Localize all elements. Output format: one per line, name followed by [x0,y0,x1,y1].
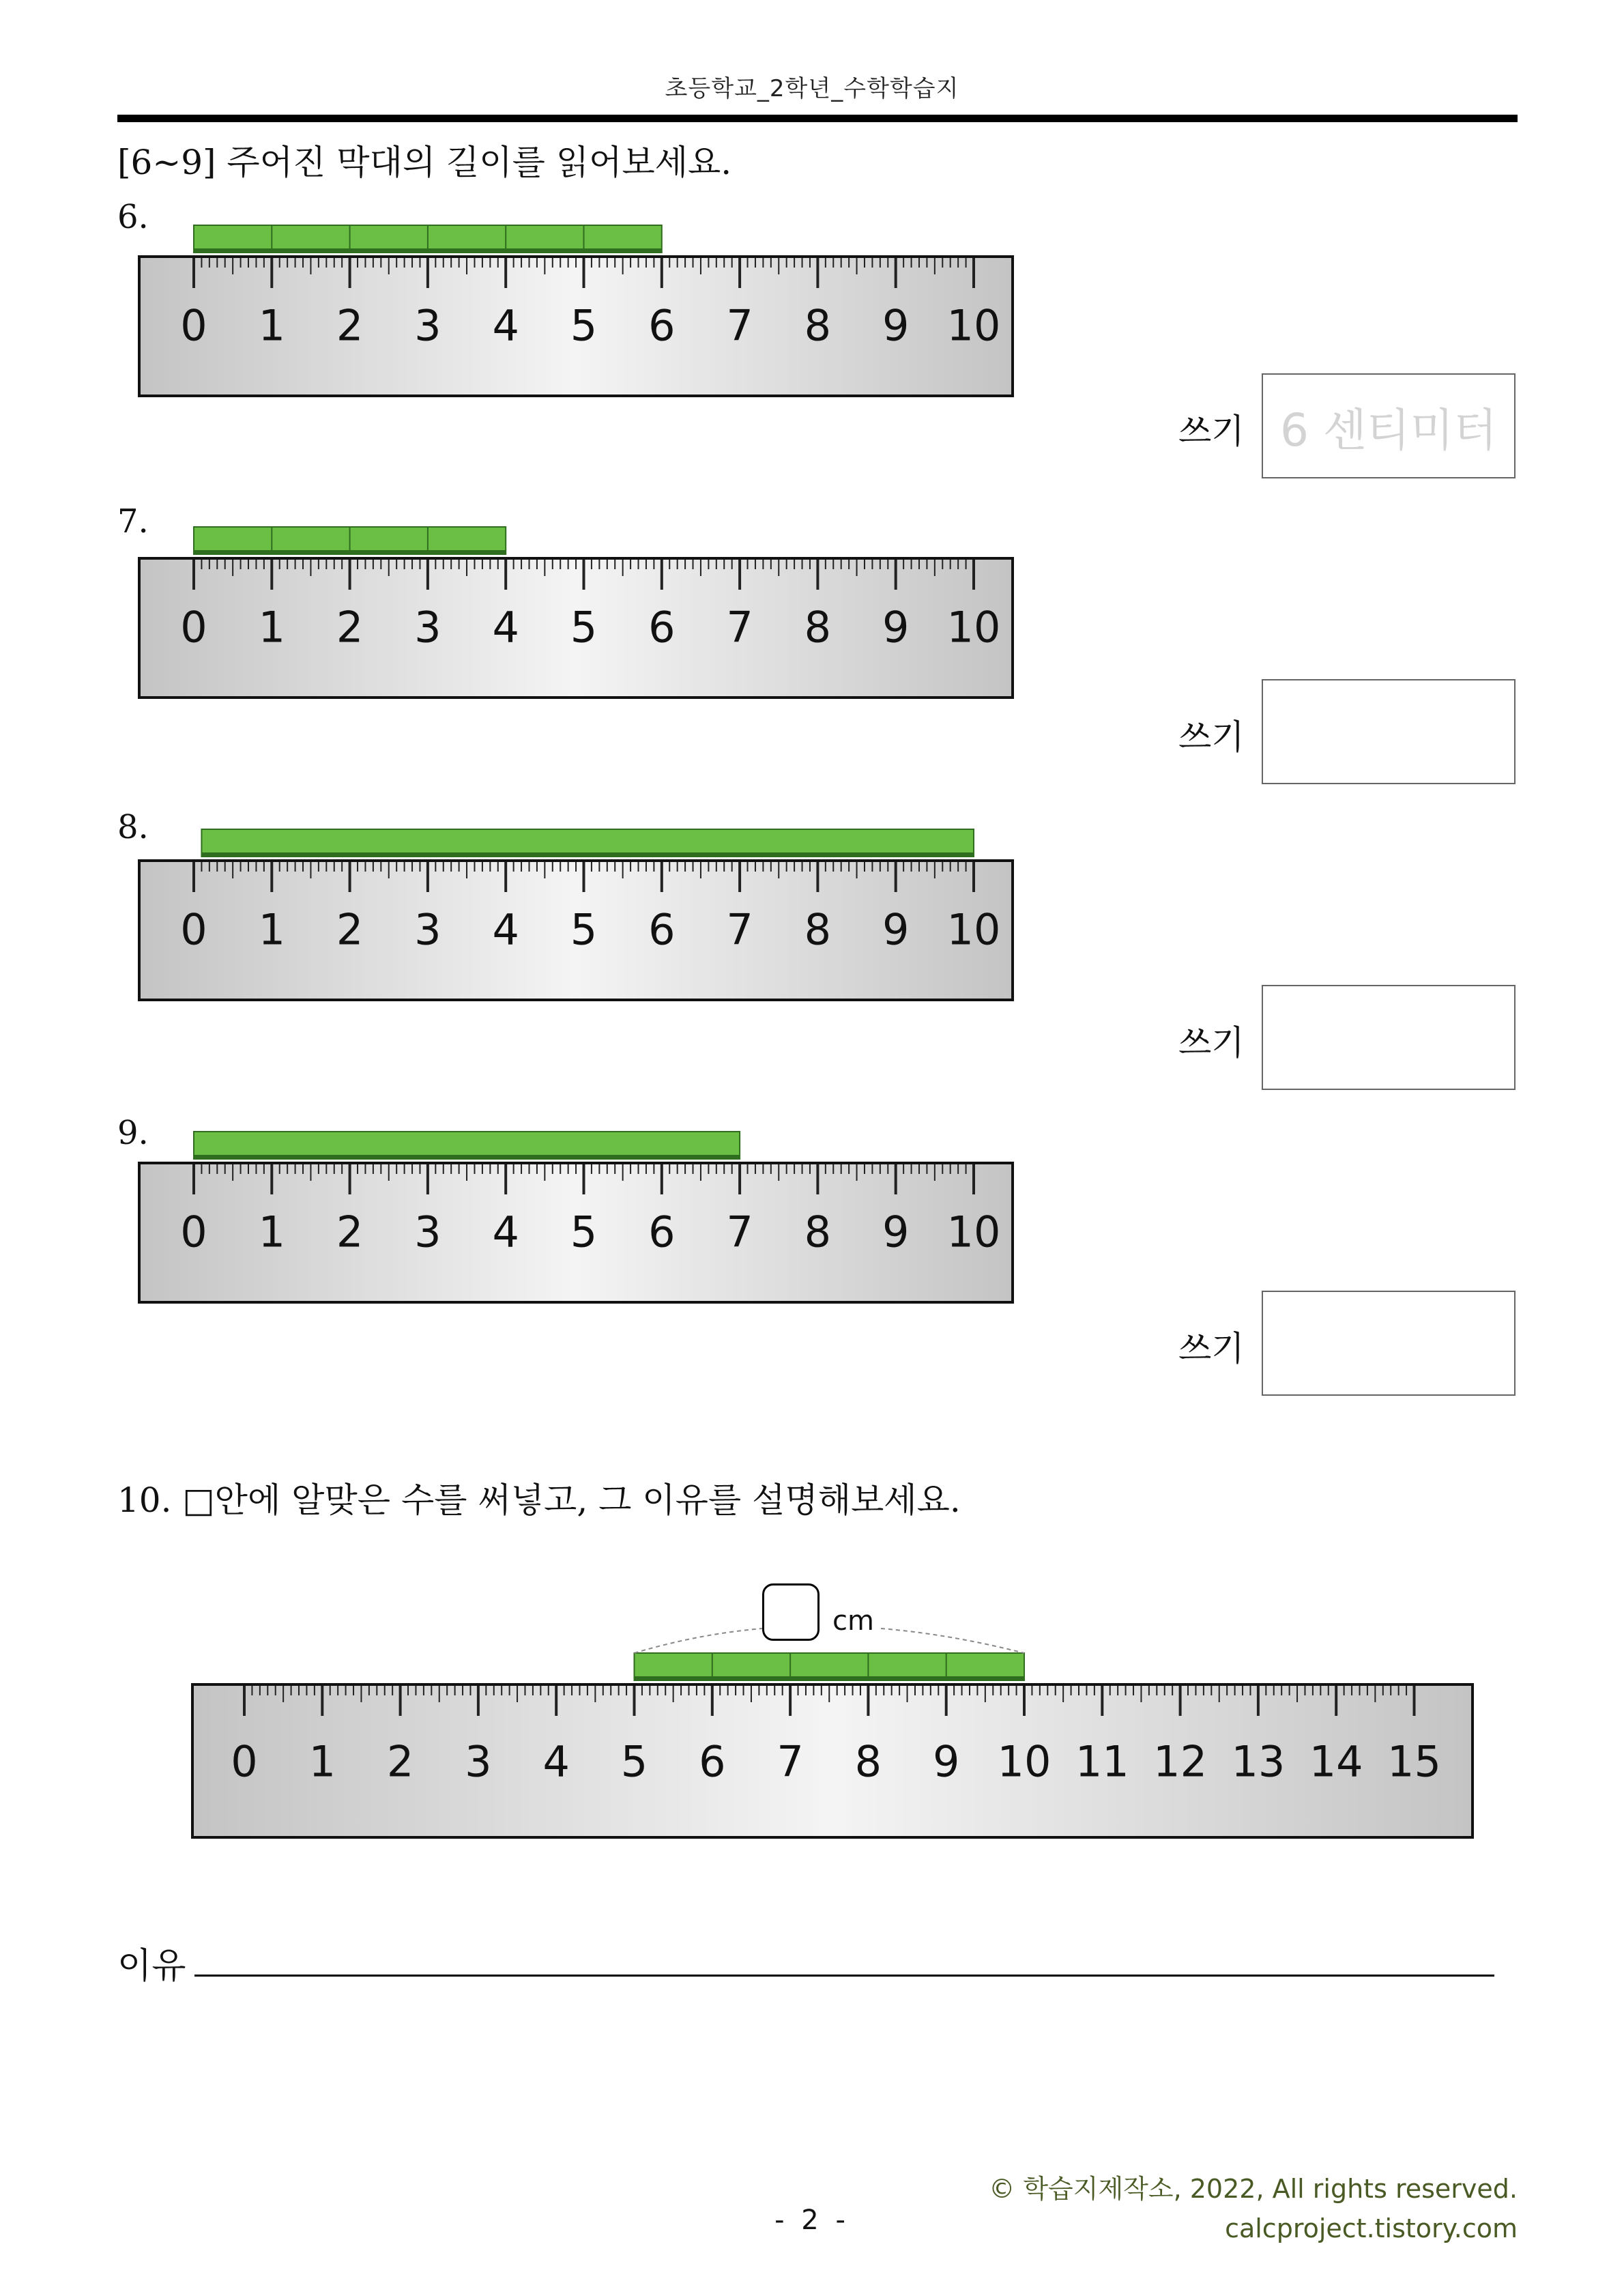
ruler-label: 3 [465,1736,492,1787]
ruler-label: 9 [932,1736,960,1787]
ruler-label: 5 [570,904,598,955]
ruler-label: 2 [336,1207,364,1257]
ruler-label: 0 [180,904,207,955]
answer-label-q9: 쓰기 [1178,1329,1245,1368]
ruler-label: 4 [492,602,519,652]
ruler-label: 4 [542,1736,570,1787]
ruler-label: 6 [648,300,676,351]
answer-hint-q6: 6 센티미터 [1280,403,1497,457]
ruler-q6 [134,212,1021,403]
answer-label-q6: 쓰기 [1178,412,1245,451]
question-number-8: 8. [117,808,149,846]
ruler-label: 2 [336,602,364,652]
ruler-label: 10 [946,602,1001,652]
question-number-9: 9. [117,1114,149,1152]
ruler-label: 2 [336,904,364,955]
ruler-label: 1 [258,602,286,652]
answer-label-q7: 쓰기 [1178,717,1245,757]
ruler-label: 8 [804,300,832,351]
ruler-label: 8 [804,1207,832,1257]
length-bar-edge [201,852,974,857]
ruler-q8 [134,816,1021,1007]
bracket-line-left [635,1628,763,1653]
ruler-label: 9 [882,1207,910,1257]
answer-hint-q8 [1263,986,1514,1089]
ruler-label: 6 [648,602,676,652]
question-number-7: 7. [117,502,149,541]
length-bar-edge [194,1155,740,1159]
ruler-label: 7 [777,1736,804,1787]
ruler-label: 1 [258,904,286,955]
ruler-label: 11 [1075,1736,1129,1787]
answer-label-q8: 쓰기 [1178,1023,1245,1063]
ruler-label: 8 [804,602,832,652]
instruction-text: [6~9] 주어진 막대의 길이를 읽어보세요. [117,143,732,182]
ruler-label: 0 [180,602,207,652]
ruler-label: 4 [492,1207,519,1257]
ruler-label: 8 [804,904,832,955]
ruler-label: 9 [882,602,910,652]
header-divider [117,115,1518,122]
ruler-label: 4 [492,300,519,351]
ruler-label: 9 [882,300,910,351]
bracket-line-right [881,1628,1024,1653]
question-10-title: 10. □안에 알맞은 수를 써넣고, 그 이유를 설명해보세요. [117,1480,961,1520]
ruler-label: 0 [180,300,207,351]
ruler-label: 1 [258,1207,286,1257]
length-bar-edge [635,1676,1025,1680]
page-header-title: 초등학교_2학년_수학학습지 [665,75,959,102]
ruler-label: 8 [854,1736,882,1787]
ruler-label: 5 [570,1207,598,1257]
answer-hint-q7 [1263,680,1514,783]
ruler-label: 13 [1231,1736,1286,1787]
page-number: - 2 - [774,2205,850,2236]
ruler-label: 12 [1153,1736,1208,1787]
answer-box-q7[interactable] [1262,679,1516,784]
answer-hint-q9 [1263,1292,1514,1394]
ruler-q7 [134,513,1021,704]
ruler-label: 3 [414,904,441,955]
ruler-label: 3 [414,602,441,652]
reason-answer-line[interactable] [194,1975,1494,1977]
ruler-label: 7 [726,904,753,955]
answer-box-q9[interactable] [1262,1291,1516,1396]
ruler-label: 3 [414,1207,441,1257]
ruler-label: 7 [726,602,753,652]
answer-blank-box-q10[interactable] [762,1583,820,1641]
ruler-label: 10 [946,904,1001,955]
ruler-label: 14 [1309,1736,1363,1787]
ruler-label: 0 [180,1207,207,1257]
ruler-label: 2 [386,1736,414,1787]
reason-label: 이유 [117,1946,186,1987]
ruler-label: 2 [336,300,364,351]
ruler-label: 7 [726,300,753,351]
ruler-label: 10 [946,1207,1001,1257]
ruler-label: 0 [231,1736,258,1787]
footer-url[interactable]: calcproject.tistory.com [1225,2213,1518,2243]
ruler-label: 5 [570,300,598,351]
ruler-label: 5 [620,1736,648,1787]
ruler-label: 10 [997,1736,1052,1787]
answer-box-q6[interactable] [1262,373,1516,478]
footer-copyright: © 학습지제작소, 2022, All rights reserved. [989,2174,1518,2204]
question-number-6: 6. [117,198,149,236]
ruler-label: 7 [726,1207,753,1257]
ruler-label: 1 [258,300,286,351]
ruler-label: 1 [308,1736,336,1787]
ruler-label: 6 [648,1207,676,1257]
ruler-label: 10 [946,300,1001,351]
ruler-label: 5 [570,602,598,652]
answer-box-q8[interactable] [1262,985,1516,1090]
unit-label-cm: cm [832,1605,874,1637]
ruler-q9 [134,1118,1021,1309]
ruler-label: 3 [414,300,441,351]
ruler-label: 4 [492,904,519,955]
ruler-label: 9 [882,904,910,955]
ruler-label: 6 [648,904,676,955]
ruler-label: 6 [699,1736,726,1787]
ruler-label: 15 [1387,1736,1441,1787]
